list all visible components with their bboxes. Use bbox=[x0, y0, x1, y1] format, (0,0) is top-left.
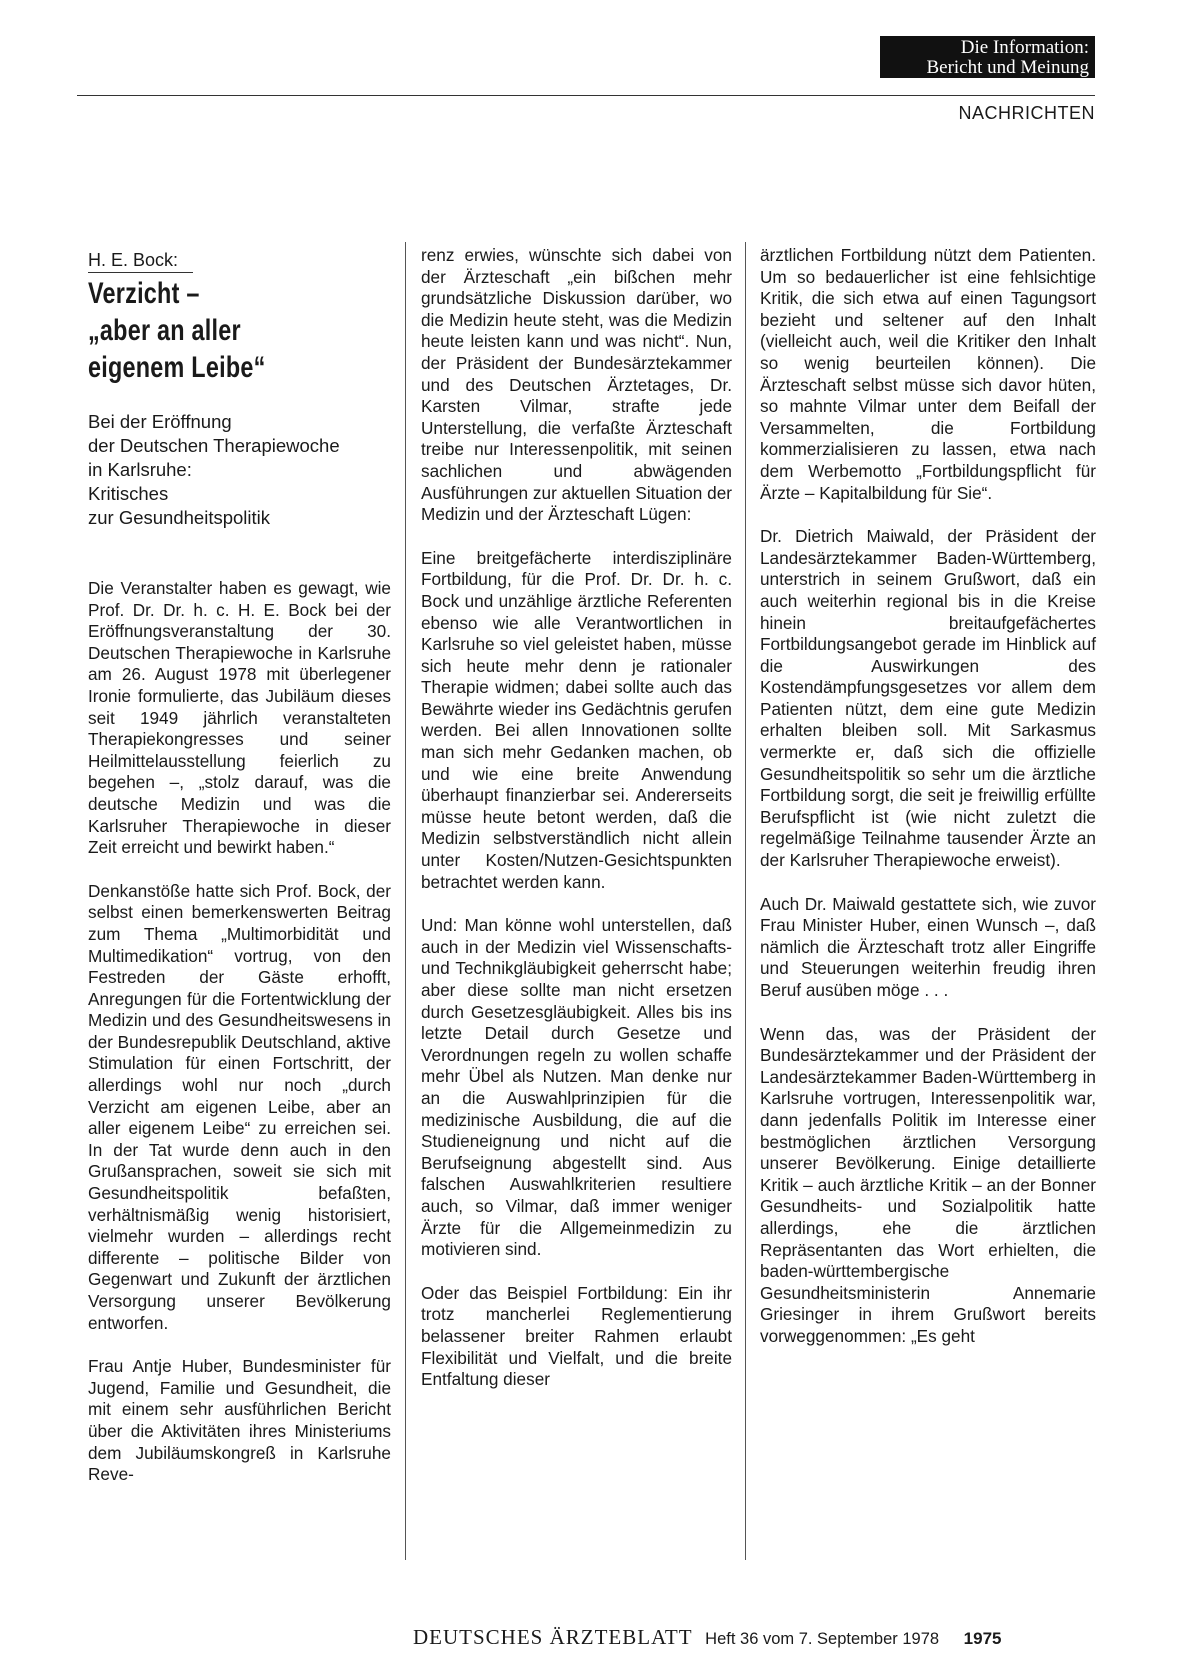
headline-line: Verzicht – bbox=[88, 277, 200, 310]
paragraph: Dr. Dietrich Maiwald, der Präsident der Landesärztekammer Baden-Württemberg, unterstrich in seinem Grußwort, daß ein auch weiterhin regional bis in die Kreise hinein breitaufgefächertes Fortbildungsangebot gerade im Hinblick auf die Auswirkungen des Kostendämpfungsgesetzes vor allem dem Patienten nützt, dem eine gute Medizin erhalten bleiben soll. Mit Sarkasmus vermerkte er, daß sich die offizielle Gesundheitspolitik so sehr um die ärztliche Fortbildung sorgt, die seit je freiwillig erfüllte Berufspflicht ist (wie nicht zuletzt die regelmäßige Teilnahme tausender Ärzte an der Karlsruher Therapiewoche erweist). bbox=[760, 526, 1096, 871]
paragraph: Denkanstöße hatte sich Prof. Bock, der selbst einen bemerkenswerten Beitrag zum Thema „Multimorbidität und Multimedikation“ vortrug, von den Festreden der Gäste erhofft, Anregungen für die Fortentwicklung der Medizin und des Gesundheitswesens in der Bundesrepublik Deutschland, aktive Stimulation für einen Fortschritt, der allerdings wohl nur noch „durch Verzicht am eigenen Leibe, aber an aller eigenem Leibe“ zu erreichen sei. In der Tat wurde denn auch in den Grußansprachen, soweit sie sich mit Gesundheitspolitik befaßten, verhältnismäßig wenig historisiert, vielmehr wurden – allerdings recht differente – politische Bilder von Gegenwart und Zukunft der ärztlichen Versorgung unserer Bevölkerung entworfen. bbox=[88, 880, 391, 1333]
issue-info: Heft 36 vom 7. September 1978 bbox=[705, 1630, 940, 1648]
article-subtitle bbox=[88, 410, 398, 530]
paragraph: renz erwies, wünschte sich dabei von der Ärzteschaft „ein bißchen mehr grundsätzliche Diskussion darüber, wo die Medizin heute steht, was die Medizin heute leisten kann und was nicht“. Nun, der Präsident der Bundesärztekammer und des Deutschen Ärztetages, Dr. Karsten Vilmar, strafte jede Unterstellung, die verfaßte Ärzteschaft treibe nur Interessenpolitik, mit seinen sachlichen und abwägenden Ausführungen zur aktuellen Situation der Medizin und der Ärzteschaft Lügen: bbox=[421, 245, 732, 525]
column-divider bbox=[405, 242, 406, 1560]
article-headline bbox=[88, 275, 322, 386]
author-underline bbox=[88, 272, 193, 273]
headline-line: eigenem Leibe“ bbox=[88, 351, 266, 384]
page-number: 1975 bbox=[963, 1629, 1002, 1648]
paragraph: Und: Man könne wohl unterstellen, daß auch in der Medizin viel Wissenschafts- und Technikgläubigkeit geherrscht habe; aber diese sollte man nicht ersetzen durch Gesetzesgläubigkeit. Alles bis ins letzte Detail durch Gesetze und Verordnungen regeln zu wollen schaffe mehr Übel als Nutzen. Man denke nur an die Auswahlprinzipien für die medizinische Ausbildung, die auf die Studieneignung und nicht auf die Berufseignung abgestellt sind. Aus falschen Auswahlkriterien resultiere auch, so Vilmar, daß immer weniger Ärzte für die Allgemeinmedizin zu motivieren sind. bbox=[421, 915, 732, 1260]
subtitle-line: Bei der Eröffnung bbox=[88, 411, 232, 432]
article-column-1 bbox=[88, 578, 391, 1508]
section-label: NACHRICHTEN bbox=[958, 103, 1095, 123]
paragraph: Die Veranstalter haben es gewagt, wie Prof. Dr. Dr. h. c. H. E. Bock bei der Eröffnungsveranstaltung der 30. Deutschen Therapiewoche in Karlsruhe am 26. August 1978 mit überlegener Ironie formulierte, das Jubiläum dieses seit 1949 jährlich veranstalteten Therapiekongresses und seiner Heilmittelausstellung feierlich zu begehen –, „stolz darauf, was die deutsche Medizin und was die Karlsruher Therapiewoche in dieser Zeit erreicht und bewirkt haben.“ bbox=[88, 578, 391, 858]
paragraph: Frau Antje Huber, Bundesminister für Jugend, Familie und Gesundheit, die mit einem sehr ausführlichen Bericht über die Aktivitäten ihres Ministeriums dem Jubiläumskongreß in Karlsruhe Reve- bbox=[88, 1356, 391, 1485]
header-box-line1: Die Information: bbox=[960, 37, 1089, 58]
paragraph: ärztlichen Fortbildung nützt dem Patienten. Um so bedauerlicher ist eine fehlsichtige Kritik, die sich etwa auf einen Tagungsort bezieht und seltener auf den Inhalt (vielleicht auch, weil die Kritiker den Inhalt so wenig beurteilen können). Die Ärzteschaft selbst müsse sich davor hüten, so mahnte Vilmar unter dem Beifall der Versammelten, die Fortbildung kommerzialisieren zu lassen, etwa nach dem Werbemotto „Fortbildungspflicht für Ärzte – Kapitalbildung für Sie“. bbox=[760, 245, 1096, 503]
headline-line: „aber an aller bbox=[88, 314, 241, 347]
paragraph: Eine breitgefächerte interdisziplinäre Fortbildung, für die Prof. Dr. Dr. h. c. Bock und unzählige ärztliche Referenten ebenso wie alle Verantwortlichen in Karlsruhe so viel geleistet haben, müsse sich heute mehr denn je rationaler Therapie widmen; dabei sollte auch das Bewährte wieder ins Gedächtnis gerufen werden. Bei allen Innovationen sollte man sich mehr Gedanken machen, ob und wie eine breite Anwendung überhaupt finanzierbar sei. Andererseits müsse heute betont werden, daß die Medizin selbstverständlich nicht allein unter Kosten/Nutzen-Gesichtspunkten betrachtet werden kann. bbox=[421, 547, 732, 892]
article-column-3 bbox=[760, 245, 1096, 1370]
header-rule bbox=[77, 95, 1095, 96]
subtitle-line: in Karlsruhe: bbox=[88, 459, 192, 480]
paragraph: Auch Dr. Maiwald gestattete sich, wie zuvor Frau Minister Huber, einen Wunsch –, daß nämlich die Ärzteschaft trotz aller Eingriffe und Steuerungen weiterhin freudig ihren Beruf ausüben möge . . . bbox=[760, 893, 1096, 1000]
page-footer bbox=[413, 1625, 1095, 1650]
subtitle-line: der Deutschen Therapiewoche bbox=[88, 435, 340, 456]
subtitle-line: Kritisches bbox=[88, 483, 169, 504]
header-box-line2: Bericht und Meinung bbox=[926, 57, 1089, 78]
header-box bbox=[880, 36, 1095, 78]
paragraph: Oder das Beispiel Fortbildung: Ein ihr trotz mancherlei Reglementierung belassener breiter Rahmen erlaubt Flexibilität und Vielfalt, und die breite Entfaltung dieser bbox=[421, 1282, 732, 1390]
publication-name: DEUTSCHES ÄRZTEBLATT bbox=[413, 1625, 693, 1649]
paragraph: Wenn das, was der Präsident der Bundesärztekammer und der Präsident der Landesärztekammer Baden-Württemberg in Karlsruhe vortrugen, Interessenpolitik war, dann jedenfalls Politik im Interesse einer bestmöglichen ärztlichen Versorgung unserer Bevölkerung. Einige detaillierte Kritik – auch ärztliche Kritik – an der Bonner Gesundheits- und Sozialpolitik hatte allerdings, ehe die ärztlichen Repräsentanten das Wort erhielten, die baden-württembergische Gesundheitsministerin Annemarie Griesinger in ihrem Grußwort bereits vorweggenommen: „Es geht bbox=[760, 1023, 1096, 1346]
article-author: H. E. Bock: bbox=[88, 250, 179, 270]
subtitle-line: zur Gesundheitspolitik bbox=[88, 507, 271, 528]
article-column-2 bbox=[421, 245, 732, 1413]
column-divider bbox=[745, 242, 746, 1560]
